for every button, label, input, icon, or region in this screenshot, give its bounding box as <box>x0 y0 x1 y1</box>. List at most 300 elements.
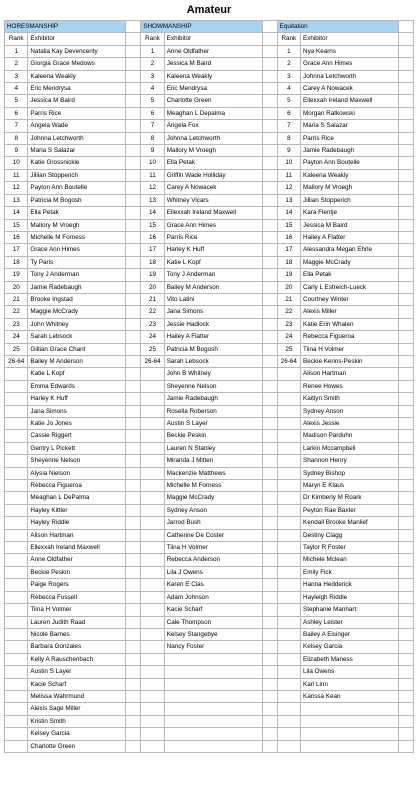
rank-cell <box>5 517 28 529</box>
table-row <box>5 231 414 243</box>
column-gap <box>399 256 414 268</box>
rank-cell <box>141 690 164 702</box>
table-row <box>5 169 414 181</box>
rank-cell: 3 <box>141 70 164 82</box>
table-row <box>5 58 414 70</box>
exhibitor-cell: Dr Kimberly M Roark <box>301 492 399 504</box>
exhibitor-cell: Sydney Anson <box>301 405 399 417</box>
column-gap <box>126 256 141 268</box>
column-gap <box>126 504 141 516</box>
table-row <box>5 504 414 516</box>
column-gap <box>126 58 141 70</box>
exhibitor-cell <box>301 715 399 727</box>
rank-cell <box>5 566 28 578</box>
rank-cell <box>277 579 300 591</box>
rank-cell <box>141 442 164 454</box>
exhibitor-cell: Ty Paris <box>28 256 126 268</box>
column-gap <box>262 256 277 268</box>
column-gap <box>262 58 277 70</box>
table-row <box>5 628 414 640</box>
exhibitor-cell: Kacie Scharf <box>164 604 262 616</box>
exhibitor-cell: Maryn E Klaus <box>301 480 399 492</box>
rank-cell: 10 <box>277 157 300 169</box>
exhibitor-cell: Jessica M Baird <box>164 58 262 70</box>
rank-cell <box>277 455 300 467</box>
exhibitor-cell: John Whitney <box>28 318 126 330</box>
column-gap <box>262 182 277 194</box>
exhibitor-cell: Parris Rice <box>301 132 399 144</box>
exhibitor-cell: Katie Erin Whalen <box>301 318 399 330</box>
table-row <box>5 542 414 554</box>
rank-cell <box>141 616 164 628</box>
exhibitor-cell: Sydney Bishop <box>301 467 399 479</box>
rank-cell <box>141 628 164 640</box>
column-gap <box>126 132 141 144</box>
column-gap <box>262 666 277 678</box>
table-row <box>5 442 414 454</box>
table-row <box>5 455 414 467</box>
exhibitor-cell: Kelsey Garcia <box>301 641 399 653</box>
table-row <box>5 293 414 305</box>
rank-cell: 6 <box>141 107 164 119</box>
column-gap <box>399 107 414 119</box>
column-gap <box>399 715 414 727</box>
exhibitor-cell: Adam Johnson <box>164 591 262 603</box>
rank-cell <box>141 393 164 405</box>
exhibitor-cell: Lauren N Stanley <box>164 442 262 454</box>
rank-cell: 5 <box>277 95 300 107</box>
table-row <box>5 194 414 206</box>
table-row <box>5 182 414 194</box>
exhibitor-cell: Tony J Anderman <box>28 269 126 281</box>
table-row <box>5 418 414 430</box>
exhibitor-cell: Ellexxah Ireland Maxwell <box>164 207 262 219</box>
table-row <box>5 616 414 628</box>
column-gap <box>262 405 277 417</box>
rank-cell <box>5 467 28 479</box>
rank-cell <box>141 566 164 578</box>
table-row <box>5 715 414 727</box>
column-gap <box>399 132 414 144</box>
exhibitor-cell: Jillian Stopperich <box>301 194 399 206</box>
exhibitor-cell: Kaleena Weakly <box>28 70 126 82</box>
exhibitor-cell <box>164 653 262 665</box>
column-gap <box>262 566 277 578</box>
exhibitor-cell: Mackenzie Matthews <box>164 467 262 479</box>
rank-cell <box>5 628 28 640</box>
column-gap <box>126 145 141 157</box>
rank-cell: 12 <box>141 182 164 194</box>
exhibitor-cell: Bailey M Anderson <box>28 355 126 367</box>
rank-cell <box>5 418 28 430</box>
column-gap <box>262 157 277 169</box>
column-gap <box>399 169 414 181</box>
rank-cell: 2 <box>5 58 28 70</box>
table-row <box>5 604 414 616</box>
rank-cell <box>141 430 164 442</box>
rank-cell: 17 <box>277 244 300 256</box>
table-row <box>5 70 414 82</box>
rank-cell: 18 <box>5 256 28 268</box>
rank-cell: 8 <box>277 132 300 144</box>
rank-cell <box>141 529 164 541</box>
table-row <box>5 566 414 578</box>
rank-cell: 14 <box>5 207 28 219</box>
rank-cell <box>5 480 28 492</box>
exhibitor-cell: Hanna Hedderick <box>301 579 399 591</box>
column-gap <box>399 182 414 194</box>
column-gap <box>262 269 277 281</box>
rank-cell: 15 <box>141 219 164 231</box>
column-gap <box>262 120 277 132</box>
exhibitor-cell: Angela Wade <box>28 120 126 132</box>
rank-cell: 14 <box>141 207 164 219</box>
exhibitor-cell: Tiina H Volmer <box>301 343 399 355</box>
column-gap <box>262 492 277 504</box>
column-gap <box>126 306 141 318</box>
exhibitor-cell: Nya Kearns <box>301 45 399 57</box>
rank-cell <box>5 678 28 690</box>
column-gap <box>262 194 277 206</box>
column-gap <box>399 70 414 82</box>
column-gap <box>399 678 414 690</box>
exhibitor-cell: Johnna Letchworth <box>164 132 262 144</box>
column-gap <box>399 281 414 293</box>
exhibitor-cell: Bailey M Anderson <box>164 281 262 293</box>
exhibitor-cell: Madison Parduhn <box>301 430 399 442</box>
exhibitor-cell: Patricia M Bogosh <box>164 343 262 355</box>
exhibitor-cell: Kendall Brooke Manlief <box>301 517 399 529</box>
rank-cell: 22 <box>5 306 28 318</box>
rank-cell <box>141 591 164 603</box>
column-gap <box>126 120 141 132</box>
rank-header: Rank <box>277 33 300 45</box>
rank-cell <box>5 666 28 678</box>
exhibitor-header: Exhibitor <box>28 33 126 45</box>
exhibitor-cell: Emily Fick <box>301 566 399 578</box>
table-row <box>5 529 414 541</box>
rank-cell <box>5 591 28 603</box>
column-gap <box>399 318 414 330</box>
exhibitor-cell: Kaleena Weakly <box>301 169 399 181</box>
column-gap <box>126 207 141 219</box>
column-gap <box>126 244 141 256</box>
exhibitor-cell: Eric Mendrysa <box>28 83 126 95</box>
rank-cell: 20 <box>277 281 300 293</box>
exhibitor-cell: Sheyenne Nelson <box>164 380 262 392</box>
exhibitor-cell: Tiina H Volmer <box>164 542 262 554</box>
rank-cell: 9 <box>5 145 28 157</box>
exhibitor-cell: Austin S Layer <box>164 418 262 430</box>
exhibitor-cell: Hayley Kittler <box>28 504 126 516</box>
column-gap <box>399 455 414 467</box>
rank-cell <box>5 715 28 727</box>
rank-cell <box>277 666 300 678</box>
column-gap <box>399 554 414 566</box>
column-gap <box>399 504 414 516</box>
column-gap <box>126 355 141 367</box>
exhibitor-cell: Rebecca Figueroa <box>28 480 126 492</box>
column-gap <box>262 145 277 157</box>
exhibitor-cell: Jessica M Baird <box>28 95 126 107</box>
rank-cell: 9 <box>141 145 164 157</box>
exhibitor-cell: Mallory M Vroegh <box>28 219 126 231</box>
column-gap <box>399 306 414 318</box>
exhibitor-cell: Renee Howes <box>301 380 399 392</box>
exhibitor-cell <box>301 728 399 740</box>
column-gap <box>126 368 141 380</box>
column-gap <box>126 269 141 281</box>
exhibitor-cell: Maggie McCrady <box>28 306 126 318</box>
rank-cell <box>5 690 28 702</box>
table-row <box>5 120 414 132</box>
column-gap <box>126 492 141 504</box>
column-gap <box>399 393 414 405</box>
exhibitor-cell: Rebecca Anderson <box>164 554 262 566</box>
table-row <box>5 641 414 653</box>
rank-cell: 13 <box>141 194 164 206</box>
table-row <box>5 591 414 603</box>
rank-cell <box>141 740 164 752</box>
exhibitor-cell <box>164 715 262 727</box>
rank-cell: 14 <box>277 207 300 219</box>
rank-cell <box>141 728 164 740</box>
rank-cell <box>5 430 28 442</box>
column-gap <box>262 517 277 529</box>
column-gap <box>399 83 414 95</box>
table-row <box>5 368 414 380</box>
exhibitor-cell: Parris Rice <box>28 107 126 119</box>
column-gap <box>262 740 277 752</box>
rank-cell: 23 <box>141 318 164 330</box>
rank-cell: 15 <box>5 219 28 231</box>
exhibitor-cell: Charlotte Green <box>164 95 262 107</box>
exhibitor-cell: Beckie Peskin <box>28 566 126 578</box>
column-gap <box>399 145 414 157</box>
rank-cell <box>277 380 300 392</box>
column-gap <box>262 604 277 616</box>
exhibitor-cell: Morgan Ratkowski <box>301 107 399 119</box>
column-gap <box>126 393 141 405</box>
column-gap <box>399 690 414 702</box>
table-row <box>5 145 414 157</box>
rank-cell <box>277 542 300 554</box>
column-gap <box>399 33 414 45</box>
exhibitor-cell: Hailey A Flatter <box>301 231 399 243</box>
table-row <box>5 244 414 256</box>
column-gap <box>126 455 141 467</box>
rank-cell <box>5 604 28 616</box>
column-gap <box>262 207 277 219</box>
table-row <box>5 703 414 715</box>
column-gap <box>399 207 414 219</box>
column-gap <box>399 430 414 442</box>
exhibitor-cell: Melissa Wahrmund <box>28 690 126 702</box>
column-gap <box>126 591 141 603</box>
rank-cell: 2 <box>141 58 164 70</box>
rank-cell: 21 <box>141 293 164 305</box>
exhibitor-cell: Natalia Kay Devencenty <box>28 45 126 57</box>
rank-cell: 21 <box>277 293 300 305</box>
exhibitor-cell: Ellexxah Ireland Maxwell <box>28 542 126 554</box>
exhibitor-cell: Anne Oldfather <box>28 554 126 566</box>
column-gap <box>399 380 414 392</box>
rank-cell: 8 <box>141 132 164 144</box>
rank-cell <box>5 405 28 417</box>
category-horsemanship: HORESMANSHIP <box>5 21 126 33</box>
column-gap <box>399 703 414 715</box>
rank-cell <box>277 740 300 752</box>
rank-cell: 15 <box>277 219 300 231</box>
column-gap <box>126 182 141 194</box>
column-gap <box>399 442 414 454</box>
table-row <box>5 269 414 281</box>
rank-cell: 12 <box>5 182 28 194</box>
rank-cell <box>5 616 28 628</box>
exhibitor-cell: Barbara Gonzales <box>28 641 126 653</box>
exhibitor-cell: Karen E Cias <box>164 579 262 591</box>
exhibitor-cell: Ella Petak <box>164 157 262 169</box>
rank-cell: 11 <box>5 169 28 181</box>
column-gap <box>399 219 414 231</box>
column-gap <box>262 219 277 231</box>
exhibitor-cell: Shannon Henry <box>301 455 399 467</box>
exhibitor-cell: Rebecca Fussell <box>28 591 126 603</box>
rank-cell <box>141 641 164 653</box>
rank-cell <box>5 442 28 454</box>
column-gap <box>126 281 141 293</box>
rank-cell <box>277 616 300 628</box>
column-gap <box>126 83 141 95</box>
rank-cell: 25 <box>277 343 300 355</box>
column-gap <box>126 517 141 529</box>
table-row <box>5 430 414 442</box>
column-gap <box>262 368 277 380</box>
exhibitor-cell: Sheyenne Nelson <box>28 455 126 467</box>
rank-cell: 19 <box>5 269 28 281</box>
exhibitor-cell: Karissa Kean <box>301 690 399 702</box>
column-gap <box>262 504 277 516</box>
rank-cell: 23 <box>5 318 28 330</box>
column-gap <box>262 95 277 107</box>
column-gap <box>126 715 141 727</box>
exhibitor-cell: Mallory M Vroegh <box>164 145 262 157</box>
rank-cell <box>5 380 28 392</box>
exhibitor-cell: Taylor R Foster <box>301 542 399 554</box>
column-gap <box>262 703 277 715</box>
exhibitor-cell: Ella Petak <box>28 207 126 219</box>
column-gap <box>262 380 277 392</box>
exhibitor-header: Exhibitor <box>164 33 262 45</box>
rank-cell: 26-64 <box>277 355 300 367</box>
exhibitor-cell <box>164 678 262 690</box>
rank-cell <box>141 380 164 392</box>
exhibitor-cell: Michelle M Forness <box>164 480 262 492</box>
exhibitor-cell: Grace Ann Himes <box>301 58 399 70</box>
exhibitor-cell: Paige Rogers <box>28 579 126 591</box>
rank-cell <box>141 554 164 566</box>
column-gap <box>262 293 277 305</box>
table-row <box>5 653 414 665</box>
column-gap <box>262 331 277 343</box>
rank-cell: 26-64 <box>5 355 28 367</box>
column-gap <box>126 628 141 640</box>
column-gap <box>262 318 277 330</box>
rank-cell: 16 <box>5 231 28 243</box>
rank-cell <box>277 480 300 492</box>
rank-cell <box>277 703 300 715</box>
column-gap <box>126 728 141 740</box>
rank-cell <box>277 529 300 541</box>
category-header-row <box>5 21 414 33</box>
exhibitor-cell: Rosella Roberson <box>164 405 262 417</box>
exhibitor-cell: Peyton Rae Baxter <box>301 504 399 516</box>
column-gap <box>399 740 414 752</box>
column-gap <box>126 157 141 169</box>
column-gap <box>399 244 414 256</box>
rank-cell <box>277 728 300 740</box>
exhibitor-cell: Jamie Radebaugh <box>164 393 262 405</box>
rank-cell: 4 <box>5 83 28 95</box>
exhibitor-cell: Michelle M Forness <box>28 231 126 243</box>
exhibitor-cell: Beckie Kerins-Peskin <box>301 355 399 367</box>
column-gap <box>262 616 277 628</box>
table-row <box>5 467 414 479</box>
exhibitor-cell: Mallory M Vroegh <box>301 182 399 194</box>
table-row <box>5 219 414 231</box>
column-gap <box>262 455 277 467</box>
column-gap <box>126 604 141 616</box>
column-gap <box>399 616 414 628</box>
exhibitor-cell: Sarah Lebsock <box>28 331 126 343</box>
rank-cell: 8 <box>5 132 28 144</box>
exhibitor-cell: Maggie McCrady <box>301 256 399 268</box>
column-gap <box>262 579 277 591</box>
table-row <box>5 355 414 367</box>
exhibitor-cell: Alysia Nielson <box>28 467 126 479</box>
exhibitor-cell: Whitney Vicars <box>164 194 262 206</box>
exhibitor-cell: Payton Ann Boutelle <box>28 182 126 194</box>
rank-cell <box>277 653 300 665</box>
exhibitor-cell: Kelly A Rauschenbach <box>28 653 126 665</box>
exhibitor-cell: Giorgia Grace Medows <box>28 58 126 70</box>
exhibitor-cell: Austin S Layer <box>28 666 126 678</box>
exhibitor-cell: Harley K Huff <box>164 244 262 256</box>
column-gap <box>399 728 414 740</box>
rank-cell: 9 <box>277 145 300 157</box>
exhibitor-cell: Destiny Clagg <box>301 529 399 541</box>
rank-cell <box>141 678 164 690</box>
column-gap <box>126 33 141 45</box>
column-gap <box>126 430 141 442</box>
rank-cell: 25 <box>141 343 164 355</box>
column-gap <box>399 480 414 492</box>
exhibitor-cell: Ella Petak <box>301 269 399 281</box>
exhibitor-cell: Hailey A Flatter <box>164 331 262 343</box>
exhibitor-cell: Jessie Hadlock <box>164 318 262 330</box>
column-gap <box>399 628 414 640</box>
exhibitor-header: Exhibitor <box>301 33 399 45</box>
rank-cell <box>5 504 28 516</box>
rank-cell <box>277 418 300 430</box>
exhibitor-cell <box>164 740 262 752</box>
rank-header: Rank <box>5 33 28 45</box>
column-gap <box>262 715 277 727</box>
column-gap <box>399 653 414 665</box>
rank-cell <box>277 641 300 653</box>
column-gap <box>126 70 141 82</box>
column-gap <box>399 467 414 479</box>
